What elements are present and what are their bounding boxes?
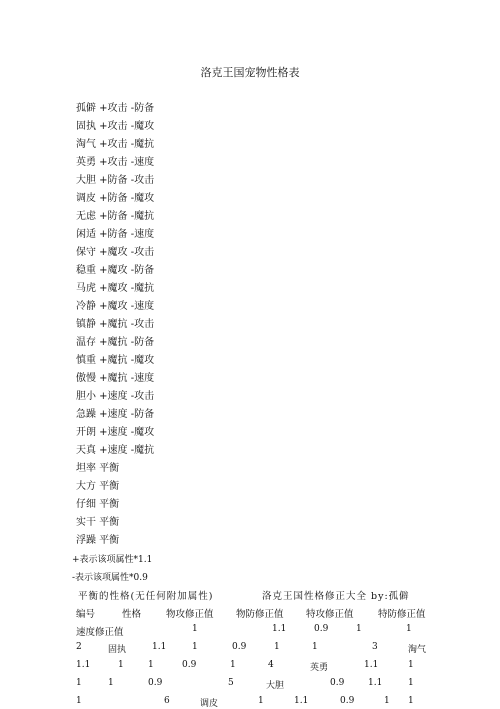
- personality-list: [76, 100, 154, 550]
- table-header-cell: 物防修正值: [236, 609, 284, 620]
- table-cell: 1: [408, 660, 414, 670]
- personality-item: 实干 平衡: [76, 517, 120, 528]
- table-cell: 英勇: [310, 663, 329, 673]
- table-caption-left: 平衡的性格(无任何附加属性): [78, 591, 214, 602]
- personality-item: 仔细 平衡: [76, 499, 120, 510]
- personality-item: 冷静 +魔攻 -速度: [76, 301, 155, 312]
- table-cell: 1: [148, 660, 154, 670]
- table-cell: 0.9: [232, 642, 247, 652]
- table-header-cell: 性格: [122, 609, 142, 620]
- plus-note: +表示该项属性*1.1: [72, 555, 153, 565]
- personality-item: 淘气 +攻击 -魔抗: [76, 139, 155, 150]
- table-cell: 2: [76, 642, 82, 652]
- minus-note: -表示该项属性*0.9: [72, 573, 148, 583]
- table-cell: 1: [76, 696, 82, 706]
- table-cell: 1.1: [364, 660, 379, 670]
- table-header-cell: 特防修正值: [378, 609, 426, 620]
- table-cell: 固执: [108, 645, 127, 655]
- table-cell: 4: [268, 660, 274, 670]
- table-cell: 1: [192, 624, 198, 634]
- table-cell: 1: [312, 642, 318, 652]
- personality-item: 稳重 +魔攻 -防备: [76, 265, 155, 276]
- table-cell: 0.9: [340, 696, 355, 706]
- personality-item: 急躁 +速度 -防备: [76, 409, 155, 420]
- personality-item: 浮躁 平衡: [76, 535, 120, 546]
- personality-item: 温存 +魔抗 -防备: [76, 337, 155, 348]
- personality-item: 大胆 +防备 -攻击: [76, 175, 155, 186]
- table-cell: 1: [258, 696, 264, 706]
- personality-item: 孤僻 +攻击 -防备: [76, 103, 155, 114]
- table-cell: 1: [274, 642, 280, 652]
- personality-item: 固执 +攻击 -魔攻: [76, 121, 155, 132]
- table-cell: 0.9: [182, 660, 197, 670]
- table-cell: 1.1: [272, 624, 287, 634]
- personality-item: 天真 +速度 -魔抗: [76, 445, 155, 456]
- personality-item: 慎重 +魔抗 -魔攻: [76, 355, 155, 366]
- table-cell: 0.9: [314, 624, 329, 634]
- personality-item: 保守 +魔攻 -攻击: [76, 247, 155, 258]
- personality-item: 开朗 +速度 -魔攻: [76, 427, 155, 438]
- table-cell: 1.1: [76, 660, 91, 670]
- table-header-cell: 特攻修正值: [306, 609, 354, 620]
- table-cell: 1.1: [294, 696, 309, 706]
- table-cell: 1.1: [152, 642, 167, 652]
- table-cell: 1: [118, 660, 124, 670]
- page-title: 洛克王国宠物性格表: [200, 66, 300, 79]
- table-header-cell: 编号: [76, 609, 96, 620]
- personality-item: 坦率 平衡: [76, 463, 120, 474]
- table-cell: 1.1: [368, 678, 383, 688]
- table-cell: 淘气: [408, 645, 427, 655]
- table-cell: 0.9: [330, 678, 345, 688]
- table-header-cell: 物攻修正值: [166, 609, 214, 620]
- table-cell: 1: [108, 678, 114, 688]
- personality-item: 马虎 +魔攻 -魔抗: [76, 283, 155, 294]
- table-cell: 6: [164, 696, 170, 706]
- table-cell: 3: [372, 642, 378, 652]
- table-cell: 1: [230, 660, 236, 670]
- table-caption-right: 洛克王国性格修正大全 by:孤僻: [262, 591, 410, 602]
- personality-item: 大方 平衡: [76, 481, 120, 492]
- table-cell: 1: [192, 642, 198, 652]
- table-cell: 1: [356, 624, 362, 634]
- table-cell: 1: [408, 696, 414, 706]
- table-cell: 1: [384, 696, 390, 706]
- table-cell: 0.9: [148, 678, 163, 688]
- personality-item: 傲慢 +魔抗 -速度: [76, 373, 155, 384]
- table-cell: 调皮: [200, 699, 219, 709]
- personality-item: 镇静 +魔抗 -攻击: [76, 319, 155, 330]
- table-cell: 1: [408, 678, 414, 688]
- table-cell: 5: [228, 678, 234, 688]
- personality-item: 无虑 +防备 -魔抗: [76, 211, 155, 222]
- personality-item: 胆小 +速度 -攻击: [76, 391, 155, 402]
- table-header-wrap: 速度修正值: [76, 627, 124, 638]
- personality-item: 闲适 +防备 -速度: [76, 229, 155, 240]
- table-cell: 1: [76, 678, 82, 688]
- table-cell: 1: [406, 624, 412, 634]
- personality-item: 调皮 +防备 -魔攻: [76, 193, 155, 204]
- personality-item: 英勇 +攻击 -速度: [76, 157, 155, 168]
- table-cell: 大胆: [266, 681, 285, 691]
